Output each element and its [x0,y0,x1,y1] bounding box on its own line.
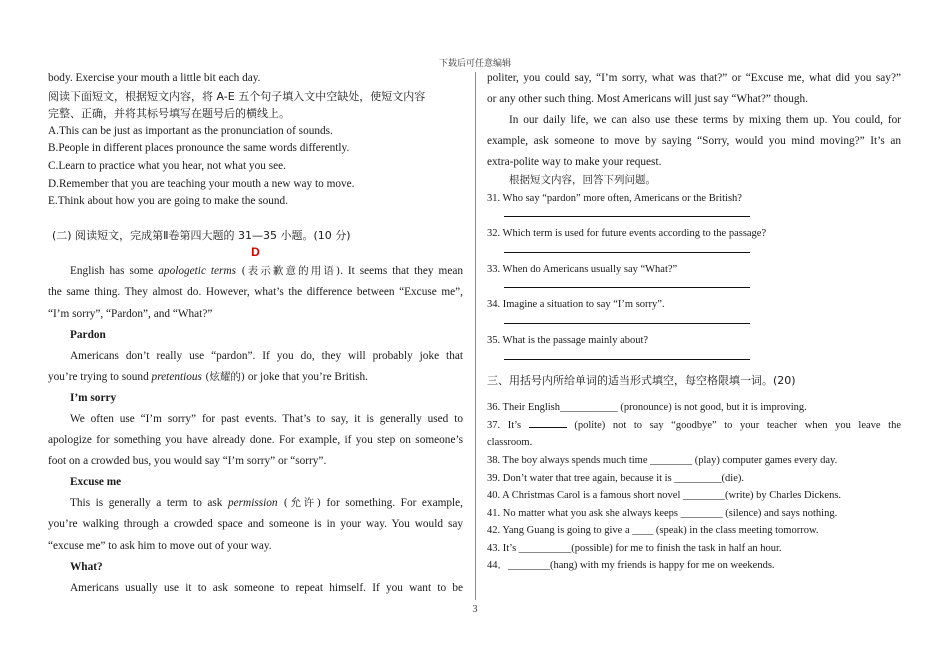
right-column [487,70,901,575]
sorry-line-1: We often use “I’m sorry” for past events. That’s to say, it is generally used to [70,413,463,425]
what-line-1: Americans usually use it to ask someone to repeat himself. If you want to be [70,581,463,594]
continued-line-2: or any other such thing. Most Americans will just say “What?” though. [487,93,808,106]
left-column [48,70,463,597]
pardon-line-2: you’re trying to sound pretentious (炫耀的) or joke that you’re British. [48,370,368,383]
question-39: 39. Don’t water that tree again, because it is _________(die). [487,472,744,484]
heading-pardon: Pardon [70,328,106,341]
option-d: D.Remember that you are teaching your mouth a new way to move. [48,177,355,190]
question-36: 36. Their English___________ (pronounce) is not good, but it is improving. [487,402,807,414]
answer-line-35[interactable] [504,350,750,360]
question-41: 41. No matter what you ask she always keeps ________ (silence) and says nothing. [487,507,838,519]
heading-excuse-me: Excuse me [70,476,122,489]
option-b: B.People in different places pronounce the same words differently. [48,142,350,155]
excuse-line-3: “excuse me” to ask him to move out of your way. [48,539,272,552]
instruction-line-1: 阅读下面短文，根据短文内容，将 A-E 五个句子填入文中空缺处，使短文内容 [48,89,426,103]
heading-what: What? [70,560,103,573]
excuse-line-1: This is generally a term to ask permission (允许) for something. For example, [70,497,464,510]
intro-line-3: “I’m sorry”, “Pardon”, and “What?” [48,307,213,320]
question-44: 44．________(hang) with my friends is happy for me on weekends. [487,560,775,572]
page-number: 3 [472,604,478,615]
daily-line-1: In our daily life, we can also use these terms by mixing them up. You could, for [509,114,901,127]
option-c: C.Learn to practice what you hear, not what you see. [48,159,286,172]
passage-end-line: body. Exercise your mouth a little bit each day. [48,72,261,84]
question-35: 35. What is the passage mainly about? [487,334,649,346]
section-3-title: 三、用括号内所给单词的适当形式填空，每空格限填一词。(20) [487,373,796,387]
question-34: 34. Imagine a situation to say “I’m sorry”. [487,299,665,311]
question-37-line-2: classroom. [487,437,533,449]
question-40: 40. A Christmas Carol is a famous short novel ________(write) by Charles Dickens. [487,490,842,502]
daily-line-2: example, ask someone to move by saying “Sorry, would you mind moving?” It’s an [487,135,901,148]
answer-line-33[interactable] [504,278,750,288]
answer-mark: D [251,245,260,260]
option-a: A.This can be just as important as the pronunciation of sounds. [48,124,333,137]
intro-line-1: English has some apologetic terms (表示歉意的用语). It seems that they mean [70,265,463,278]
heading-im-sorry: I’m sorry [70,391,117,404]
answer-line-32[interactable] [504,243,750,253]
section-2-title: (二) 阅读短文，完成第Ⅱ卷第四大题的 31—35 小题。(10 分) [52,228,351,242]
question-31: 31. Who say “pardon” more often, Americans or the British? [487,192,742,204]
question-42: 42. Yang Guang is going to give a ____ (speak) in the class meeting tomorrow. [487,525,819,537]
question-33: 33. When do Americans usually say “What?” [487,263,678,275]
question-32: 32. Which term is used for future events according to the passage? [487,228,767,240]
question-38: 38. The boy always spends much time ________ (play) computer games every day. [487,454,838,466]
continued-line-1: politer, you could say, “I’m sorry, what was that?” or “Excuse me, what did you say?” [487,72,901,84]
blank-37[interactable] [529,417,567,428]
pardon-line-1: Americans don’t really use “pardon”. If you do, they will probably joke that [70,349,463,362]
page-header: 下载后可任意编辑 [438,58,511,68]
question-37-line-1: 37. It’s (polite) not to say “goodbye” to your teacher when you leave the [487,417,901,435]
sorry-line-2: apologize for something you have already done. For example, if you step on someone’s [48,434,463,447]
instruction-line-2: 完整、正确，并将其标号填写在题号后的横线上。 [48,107,290,121]
excuse-line-2: you’re walking through a crowded space and someone is in your way. You would say [48,518,463,531]
column-divider [475,72,476,600]
intro-line-2: the same thing. They almost do. However, what’s the difference between “Excuse me”, [48,286,463,299]
questions-instruction: 根据短文内容，回答下列问题。 [509,173,656,186]
answer-line-34[interactable] [504,314,750,324]
answer-line-31[interactable] [504,207,750,217]
sorry-line-3: foot on a crowded bus, you would say “I’m sorry” or “sorry”. [48,455,327,468]
option-e: E.Think about how you are going to make the sound. [48,195,289,208]
daily-line-3: extra-polite way to make your request. [487,156,662,169]
question-43: 43. It’s __________(possible) for me to finish the task in half an hour. [487,542,782,554]
